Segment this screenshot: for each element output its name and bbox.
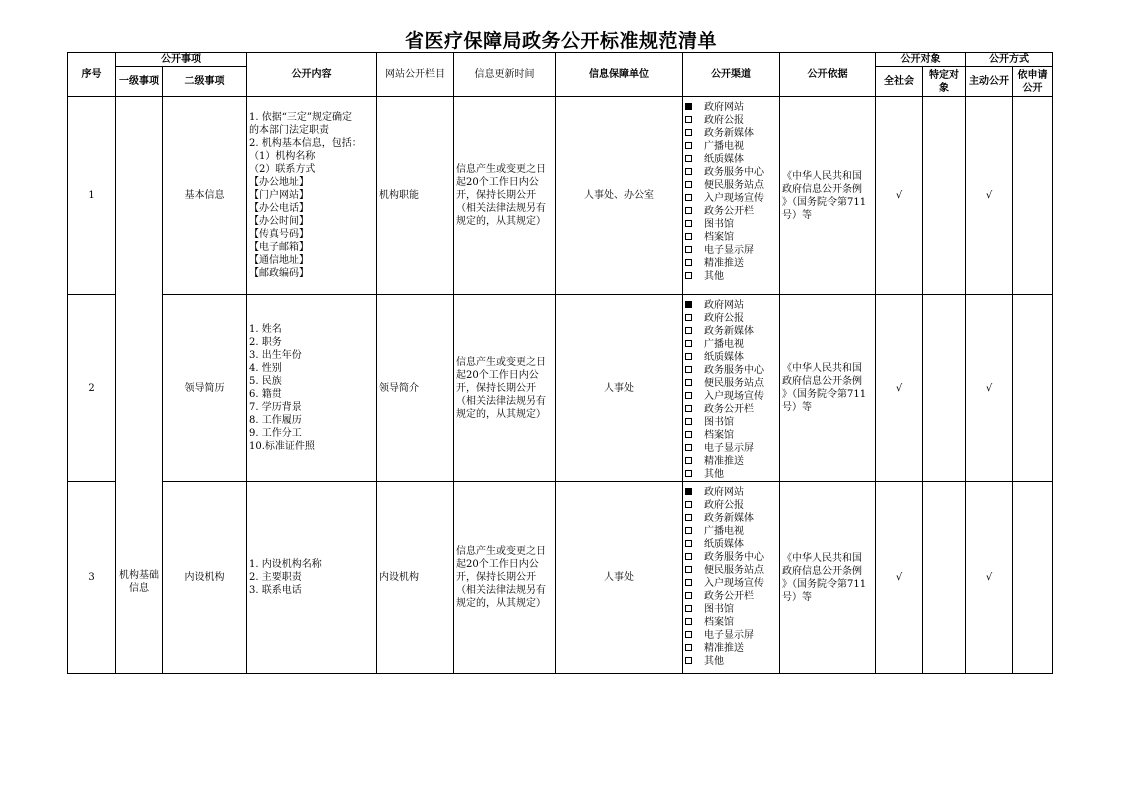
channel-item (685, 642, 777, 655)
channel-item (685, 499, 777, 512)
text-line: 【邮政编码】 (249, 268, 309, 279)
channel-item (685, 655, 777, 668)
text-line: 8. 工作履历 (249, 415, 302, 426)
header-matters: 公开事项 (116, 53, 247, 67)
channel-item (685, 603, 777, 616)
text-line: 5. 民族 (249, 376, 282, 387)
channel-item (685, 114, 777, 127)
channel-label: 档案馆 (704, 617, 734, 628)
text-line: 【传真号码】 (249, 229, 309, 240)
channel-item (685, 101, 777, 114)
text-line: 2. 主要职责 (249, 572, 302, 583)
text-line: （1）机构名称 (249, 151, 316, 162)
channel-label: 电子显示屏 (704, 245, 754, 256)
text-line: 信息产生或变更之日 (456, 546, 546, 557)
text-line: 起20个工作日内公 (456, 177, 539, 188)
header-active: 主动公开 (966, 67, 1013, 97)
unchecked-box-icon (685, 181, 692, 188)
unchecked-box-icon (685, 540, 692, 547)
channel-label: 政府网站 (704, 102, 744, 113)
header-society: 全社会 (876, 67, 923, 97)
unchecked-box-icon (685, 353, 692, 360)
channel-item (685, 577, 777, 590)
channel-label: 便民服务站点 (704, 180, 764, 191)
text-line: 3. 联系电话 (249, 585, 302, 596)
checked-box-icon (685, 103, 692, 110)
channel-label: 其他 (704, 656, 724, 667)
unchecked-box-icon (685, 566, 692, 573)
channel-item (685, 153, 777, 166)
row-level2: 内设机构 (163, 482, 247, 674)
channel-item (685, 486, 777, 499)
row-seq: 1 (68, 97, 116, 295)
text-line: 《中华人民共和国 (782, 170, 862, 182)
unchecked-box-icon (685, 657, 692, 664)
unchecked-box-icon (685, 194, 692, 201)
unchecked-box-icon (685, 527, 692, 534)
channel-item (685, 564, 777, 577)
channel-item (685, 205, 777, 218)
header-method: 公开方式 (966, 53, 1053, 67)
header-specific: 特定对象 (923, 67, 966, 97)
channel-item (685, 179, 777, 192)
unchecked-box-icon (685, 129, 692, 136)
channel-label: 纸质媒体 (704, 539, 744, 550)
text-line: 开，保持长期公开 (456, 190, 536, 201)
unchecked-box-icon (685, 259, 692, 266)
channel-item (685, 192, 777, 205)
channel-item (685, 257, 777, 270)
channel-item (685, 338, 777, 351)
text-line: （相关法律法规另有 (456, 585, 546, 596)
header-apply: 依申请公开 (1013, 67, 1053, 97)
row-channels (683, 295, 780, 482)
header-column: 网站公开栏目 (377, 53, 454, 97)
disclosure-table (67, 52, 1053, 674)
text-line: 号）等 (782, 209, 812, 221)
table-row (68, 97, 1053, 295)
row-apply-check (1013, 295, 1053, 482)
channel-item (685, 416, 777, 429)
channel-label: 政务新媒体 (704, 513, 754, 524)
unchecked-box-icon (685, 431, 692, 438)
text-line: 政府信息公开条例 (782, 183, 862, 195)
row-basis (780, 97, 876, 295)
channel-label: 政务服务中心 (704, 167, 764, 178)
unchecked-box-icon (685, 631, 692, 638)
row-specific-check (923, 97, 966, 295)
header-level2: 二级事项 (163, 67, 247, 97)
channel-label: 政务新媒体 (704, 326, 754, 337)
channel-item (685, 538, 777, 551)
channel-item (685, 629, 777, 642)
channel-item (685, 312, 777, 325)
header-content: 公开内容 (247, 53, 377, 97)
row-content (247, 97, 377, 295)
channel-label: 广播电视 (704, 339, 744, 350)
text-line: 规定的，从其规定） (456, 598, 546, 609)
unchecked-box-icon (685, 553, 692, 560)
text-line: 【电子邮箱】 (249, 242, 309, 253)
channel-item (685, 590, 777, 603)
text-line: 1. 内设机构名称 (249, 559, 322, 570)
row-column: 内设机构 (377, 482, 454, 674)
text-line: 【办公时间】 (249, 216, 309, 227)
channel-item (685, 551, 777, 564)
text-line: 9. 工作分工 (249, 428, 302, 439)
text-line: 》（国务院令第711 (782, 196, 867, 208)
channel-item (685, 351, 777, 364)
text-line: 1. 依据“三定”规定确定 (249, 112, 352, 123)
text-line: （相关法律法规另有 (456, 395, 546, 407)
text-line: 4. 性别 (249, 363, 282, 374)
text-line: 7. 学历背景 (249, 402, 302, 413)
text-line: 政府信息公开条例 (782, 565, 862, 577)
unchecked-box-icon (685, 405, 692, 412)
channel-label: 精准推送 (704, 258, 744, 269)
channel-label: 政府公报 (704, 313, 744, 324)
row-seq: 2 (68, 295, 116, 482)
channel-label: 精准推送 (704, 456, 744, 467)
unchecked-box-icon (685, 644, 692, 651)
header-target: 公开对象 (876, 53, 966, 67)
header-unit: 信息保障单位 (556, 53, 683, 97)
channel-label: 便民服务站点 (704, 378, 764, 389)
text-line: 》（国务院令第711 (782, 389, 867, 400)
row-content (247, 482, 377, 674)
row-apply-check (1013, 97, 1053, 295)
unchecked-box-icon (685, 220, 692, 227)
channel-item (685, 364, 777, 377)
row-channels (683, 97, 780, 295)
channel-item (685, 270, 777, 283)
unchecked-box-icon (685, 379, 692, 386)
channel-item (685, 468, 777, 481)
channel-label: 政务公开栏 (704, 591, 754, 602)
channel-label: 政务服务中心 (704, 365, 764, 376)
header-channels: 公开渠道 (683, 53, 780, 97)
row-apply-check (1013, 482, 1053, 674)
unchecked-box-icon (685, 116, 692, 123)
channel-label: 入户现场宣传 (704, 391, 764, 402)
text-line: 《中华人民共和国 (782, 552, 862, 564)
row-specific-check (923, 295, 966, 482)
group-label: 机构基础信息 (116, 97, 163, 674)
text-line: 起20个工作日内公 (456, 369, 539, 381)
unchecked-box-icon (685, 366, 692, 373)
channel-item (685, 377, 777, 390)
channel-label: 纸质媒体 (704, 154, 744, 165)
row-active-check: √ (966, 295, 1013, 482)
row-column: 领导简介 (377, 295, 454, 482)
unchecked-box-icon (685, 168, 692, 175)
unchecked-box-icon (685, 470, 692, 477)
header-seq: 序号 (68, 53, 116, 97)
channel-label: 图书馆 (704, 219, 734, 230)
row-basis (780, 482, 876, 674)
unchecked-box-icon (685, 246, 692, 253)
unchecked-box-icon (685, 418, 692, 425)
row-society-check: √ (876, 97, 923, 295)
unchecked-box-icon (685, 444, 692, 451)
channel-item (685, 231, 777, 244)
text-line: （2）联系方式 (249, 164, 316, 175)
channel-item (685, 299, 777, 312)
channel-item (685, 244, 777, 257)
channel-label: 政务公开栏 (704, 206, 754, 217)
row-column: 机构职能 (377, 97, 454, 295)
text-line: 号）等 (782, 591, 812, 603)
row-level2: 基本信息 (163, 97, 247, 295)
row-specific-check (923, 482, 966, 674)
text-line: 1. 姓名 (249, 324, 282, 335)
unchecked-box-icon (685, 392, 692, 399)
text-line: 的本部门法定职责 (249, 125, 329, 136)
text-line: 2. 职务 (249, 337, 282, 348)
text-line: 规定的，从其规定） (456, 216, 546, 227)
row-unit: 人事处 (556, 295, 683, 482)
text-line: 【门户网站】 (249, 190, 309, 201)
unchecked-box-icon (685, 501, 692, 508)
text-line: 规定的，从其规定） (456, 408, 546, 420)
text-line: 【办公地址】 (249, 177, 309, 188)
unchecked-box-icon (685, 618, 692, 625)
channel-label: 政府网站 (704, 487, 744, 498)
channel-label: 政府网站 (704, 300, 744, 311)
channel-item (685, 140, 777, 153)
text-line: 信息产生或变更之日 (456, 356, 546, 368)
channel-label: 精准推送 (704, 643, 744, 654)
channel-item (685, 525, 777, 538)
unchecked-box-icon (685, 592, 692, 599)
text-line: 3. 出生年份 (249, 350, 302, 361)
page-title: 省医疗保障局政务公开标准规范清单 (404, 30, 717, 52)
text-line: 信息产生或变更之日 (456, 164, 546, 175)
text-line: 开，保持长期公开 (456, 382, 536, 394)
channel-label: 纸质媒体 (704, 352, 744, 363)
unchecked-box-icon (685, 340, 692, 347)
table-row (68, 295, 1053, 482)
channel-label: 政务新媒体 (704, 128, 754, 139)
unchecked-box-icon (685, 142, 692, 149)
channel-label: 图书馆 (704, 417, 734, 428)
unchecked-box-icon (685, 233, 692, 240)
channel-item (685, 442, 777, 455)
text-line: 【通信地址】 (249, 255, 309, 266)
row-unit: 人事处 (556, 482, 683, 674)
row-content (247, 295, 377, 482)
header-basis: 公开依据 (780, 53, 876, 97)
row-update-time (454, 97, 556, 295)
unchecked-box-icon (685, 207, 692, 214)
row-basis (780, 295, 876, 482)
channel-item (685, 390, 777, 403)
row-update-time (454, 482, 556, 674)
row-active-check: √ (966, 482, 1013, 674)
channel-item (685, 455, 777, 468)
row-unit: 人事处、办公室 (556, 97, 683, 295)
channel-label: 档案馆 (704, 232, 734, 243)
unchecked-box-icon (685, 514, 692, 521)
text-line: 起20个工作日内公 (456, 559, 539, 570)
row-active-check: √ (966, 97, 1013, 295)
channel-item (685, 127, 777, 140)
header-level1: 一级事项 (116, 67, 163, 97)
channel-label: 广播电视 (704, 141, 744, 152)
channel-label: 其他 (704, 469, 724, 480)
row-level2: 领导简历 (163, 295, 247, 482)
channel-label: 档案馆 (704, 430, 734, 441)
channel-label: 政府公报 (704, 500, 744, 511)
channel-label: 其他 (704, 271, 724, 282)
channel-label: 入户现场宣传 (704, 578, 764, 589)
text-line: 政府信息公开条例 (782, 376, 862, 387)
channel-label: 便民服务站点 (704, 565, 764, 576)
text-line: 开，保持长期公开 (456, 572, 536, 583)
checked-box-icon (685, 301, 692, 308)
header-update-time: 信息更新时间 (454, 53, 556, 97)
text-line: 2. 机构基本信息，包括： (249, 138, 362, 149)
channel-label: 电子显示屏 (704, 443, 754, 454)
channel-item (685, 403, 777, 416)
text-line: 【办公电话】 (249, 203, 309, 214)
unchecked-box-icon (685, 327, 692, 334)
channel-label: 政府公报 (704, 115, 744, 126)
channel-item (685, 218, 777, 231)
channel-item (685, 325, 777, 338)
checked-box-icon (685, 488, 692, 495)
channel-item (685, 166, 777, 179)
channel-item (685, 512, 777, 525)
channel-label: 图书馆 (704, 604, 734, 615)
channel-label: 广播电视 (704, 526, 744, 537)
row-channels (683, 482, 780, 674)
row-society-check: √ (876, 482, 923, 674)
text-line: 6. 籍贯 (249, 389, 282, 400)
row-society-check: √ (876, 295, 923, 482)
text-line: 10.标准证件照 (249, 441, 315, 452)
unchecked-box-icon (685, 272, 692, 279)
channel-label: 入户现场宣传 (704, 193, 764, 204)
unchecked-box-icon (685, 605, 692, 612)
channel-label: 政务公开栏 (704, 404, 754, 415)
text-line: 》（国务院令第711 (782, 578, 867, 590)
channel-label: 电子显示屏 (704, 630, 754, 641)
unchecked-box-icon (685, 155, 692, 162)
unchecked-box-icon (685, 314, 692, 321)
row-update-time (454, 295, 556, 482)
table-row (68, 482, 1053, 674)
text-line: 《中华人民共和国 (782, 363, 862, 374)
channel-label: 政务服务中心 (704, 552, 764, 563)
text-line: 号）等 (782, 402, 812, 413)
unchecked-box-icon (685, 457, 692, 464)
row-seq: 3 (68, 482, 116, 674)
channel-item (685, 429, 777, 442)
text-line: （相关法律法规另有 (456, 203, 546, 214)
unchecked-box-icon (685, 579, 692, 586)
channel-item (685, 616, 777, 629)
